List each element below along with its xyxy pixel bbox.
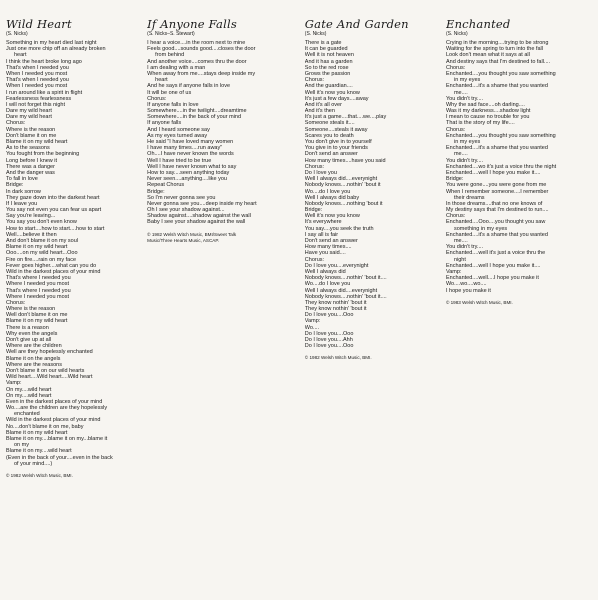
- lyric-line: How many times....have you said: [304, 157, 386, 164]
- lyric-line: Scares you to death: [304, 132, 354, 139]
- lyric-line: I have many times....run away": [147, 145, 223, 152]
- lyric-line: Never gonna see you....deep inside my heart: [147, 200, 257, 207]
- lyric-line: Enchanted....you thought you saw something: [445, 70, 556, 77]
- lyric-line: Don't give up at all: [6, 337, 52, 343]
- lyric-line: When away from me....stays deep inside my: [147, 70, 256, 77]
- lyric-line: You didn't try....: [445, 244, 484, 251]
- lyric-line: Look don't mean what it says at all: [445, 52, 530, 59]
- lyric-line: It's just a game....that....we....play: [304, 114, 387, 121]
- lyric-line: in my eyes: [453, 77, 481, 84]
- lyric-line: I run around like a spirit in flight: [6, 89, 83, 96]
- lyric-line: You don't give in to yourself: [304, 139, 372, 145]
- lyric-line: Wild heart....Wild heart....Wild heart: [6, 374, 93, 381]
- lyric-line: Well I always did: [304, 268, 346, 275]
- lyric-line: I mean to cause no trouble for you: [445, 114, 530, 121]
- lyric-line: You fought from the beginning: [6, 151, 80, 158]
- lyric-line: Chorus:: [304, 77, 325, 84]
- lyric-line: And it's all over: [304, 101, 342, 108]
- lyric-line: Oh....I have never known the words: [147, 151, 234, 158]
- lyric-line: Bridge:: [304, 207, 323, 214]
- lyric-line: Well I have never known what to say: [147, 163, 237, 170]
- song-column-gate-and-garden: [305, 18, 442, 600]
- lyric-line: So I'm never gonna see you: [147, 194, 216, 201]
- lyric-line: And the danger was: [6, 169, 55, 176]
- lyric-line: How to start....how to start....how to start: [6, 225, 105, 232]
- lyric-line: Blame it on my wild heart: [6, 429, 68, 436]
- lyric-line: Blame it on my wild heart: [6, 318, 68, 325]
- lyric-line: Vamp:: [304, 318, 321, 325]
- lyric-line: That's where I needed you: [6, 275, 71, 282]
- lyric-line: Bridge:: [445, 176, 464, 183]
- lyric-line: Where is the reason: [6, 306, 56, 313]
- lyric-line: Well don't blame it on me: [6, 312, 68, 319]
- lyric-line: Just one more chip off an already broken: [6, 46, 106, 53]
- lyric-line: Grows the passion: [304, 70, 351, 77]
- lyric-line: And destiny says that I'm destined to fall....: [445, 58, 551, 65]
- lyric-line: Someone steals it....: [304, 120, 355, 127]
- lyric-line: Have you said....: [304, 250, 346, 257]
- lyric-line: Chorus:: [445, 126, 466, 133]
- lyric-line: That's when I needed you: [6, 64, 69, 71]
- lyric-line: Bridge:: [147, 188, 165, 195]
- lyric-line: Do I love you: [304, 169, 337, 176]
- lyric-line: Fearlessness fearlessness: [6, 95, 72, 102]
- lyric-line: Vamp:: [6, 380, 22, 387]
- lyric-line: You didn't try....: [445, 95, 484, 102]
- lyric-line: My destiny says that I'm destined to run....: [445, 207, 549, 214]
- lyric-line: Never seen....anything....like you: [147, 176, 227, 183]
- lyric-line: Well I always did baby: [304, 194, 360, 201]
- lyric-line: If anyone falls in love: [147, 101, 199, 108]
- lyric-line: enchanted: [14, 411, 40, 418]
- lyric-line: No....don't blame it on me, baby: [6, 423, 84, 430]
- lyric-line: Enchanted....it's a shame that you wanted: [445, 145, 548, 152]
- lyric-line: I say all is fair: [304, 231, 339, 238]
- lyric-line: Nobody knows....nothin' 'bout it: [304, 182, 381, 189]
- lyric-line: I am dealing with a man: [147, 64, 206, 71]
- lyrics-lines: [6, 40, 143, 467]
- lyric-line: Enchanted....it's a shame that you wanted: [445, 231, 548, 238]
- songwriter-credit: (S. Nicks–S. Stewart): [147, 31, 195, 37]
- lyric-line: Enchanted....well I hope you make it....: [445, 169, 541, 176]
- lyric-line: Was it my darkness....shadow light: [445, 108, 531, 115]
- lyric-line: There is a gate: [304, 40, 342, 46]
- lyric-line: It can be guarded: [304, 46, 348, 53]
- lyric-line: Somewhere....in the back of your mind: [147, 114, 242, 121]
- copyright-notice: © 1982 Welsh Witch Music, BMI.: [304, 355, 372, 361]
- lyric-line: It's everywhere: [304, 219, 342, 226]
- lyric-line: Don't send an answer: [304, 151, 358, 158]
- lyric-line: Well I always did....everynight: [304, 176, 378, 183]
- lyric-line: When I needed you most: [6, 70, 68, 77]
- lyric-line: I hope you make it: [445, 287, 491, 294]
- lyric-line: Vamp:: [445, 268, 462, 275]
- lyric-line: something in my eyes: [453, 225, 508, 232]
- lyric-line: To fall in love: [6, 176, 38, 183]
- lyric-line: Where are the children: [6, 343, 62, 350]
- lyric-line: Enchanted....Ooo....you thought you saw: [445, 219, 546, 226]
- songwriter-credit: (S. Nicks): [304, 31, 327, 37]
- lyric-line: Dare my wild heart: [6, 114, 52, 121]
- lyric-line: When I needed you most: [6, 83, 68, 90]
- lyric-line: Chorus:: [445, 64, 466, 71]
- lyric-line: Oh I see your shadow against...: [147, 207, 225, 214]
- lyric-line: Say you're leaving...: [6, 213, 56, 220]
- lyric-line: Well it's now you know: [304, 89, 360, 96]
- lyric-line: Blame it on my wild heart: [6, 244, 68, 251]
- lyric-line: Wo....are the children are they hopelessly: [6, 405, 108, 412]
- lyric-line: Chorus:: [6, 299, 26, 306]
- lyric-line: Chorus:: [6, 120, 26, 127]
- lyrics-lines: [446, 40, 590, 294]
- lyric-line: It will be one of us: [147, 89, 192, 96]
- lyric-line: And it has a garden: [304, 58, 353, 65]
- lyric-line: on my: [14, 442, 29, 449]
- lyric-line: Fire on fire....rain on my face: [6, 256, 76, 263]
- song-column-if-anyone-falls: [147, 18, 301, 600]
- lyric-line: Nobody knows....nothing 'bout it: [304, 200, 383, 207]
- song-column-wild-heart: [6, 18, 143, 600]
- copyright-notice-line-2: Music/Three Hearts Music, ASCAP.: [147, 237, 220, 243]
- lyric-line: Wo....do I love you: [304, 188, 351, 195]
- lyric-line: Ooo....on my wild heart...Ooo: [6, 250, 78, 257]
- lyric-line: Do I love you....everynight: [304, 262, 369, 269]
- lyric-line: How many times....: [304, 244, 352, 251]
- lyric-line: Enchanted....you thought you saw something: [445, 132, 556, 139]
- lyric-line: Do I love you....Ahh: [304, 337, 353, 343]
- lyric-line: Well I have tried to be true: [147, 157, 212, 164]
- lyric-line: (Even in the back of your....even in the back: [6, 454, 113, 461]
- lyric-line: Baby I see your shadow against the wall: [147, 219, 246, 226]
- song-title: Gate And Garden: [304, 18, 409, 31]
- lyric-line: They know nothin' 'bout it: [304, 299, 367, 306]
- lyric-line: Chorus:: [445, 213, 466, 220]
- song-title: If Anyone Falls: [147, 18, 237, 31]
- lyric-line: In those dreams....that no one knows of: [445, 200, 543, 207]
- lyric-line: Blame it on my....wild heart: [6, 448, 72, 455]
- lyric-line: You say....you seek the truth: [304, 225, 374, 232]
- lyric-line: Somewhere....in the twilight....dreamtime: [147, 108, 247, 115]
- lyric-line: Bridge:: [6, 182, 24, 189]
- lyric-line: Don't blame it on me: [6, 132, 57, 139]
- lyric-line: And another voice....comes thru the door: [147, 58, 247, 65]
- lyric-line: Blame it on my wild heart: [6, 139, 68, 145]
- lyric-line: Do I love you....Ooo: [304, 343, 354, 350]
- lyric-line: Nobody knows....nothin' 'bout it....: [304, 293, 387, 300]
- lyric-line: Dare my wild heart: [6, 108, 52, 115]
- lyric-line: On my....wild heart: [6, 386, 52, 393]
- song-column-enchanted: [446, 18, 590, 600]
- copyright-notice: © 1982 Welsh Witch Music, BMI.: [6, 472, 73, 478]
- lyric-line: In dark sorrow: [6, 188, 41, 195]
- lyric-line: Chorus:: [304, 256, 325, 263]
- lyric-line: Why the sad face....oh darling....: [445, 101, 525, 108]
- lyric-line: And the guardian....: [304, 83, 353, 90]
- lyric-line: I hear a voice....in the room next to mine: [147, 40, 246, 46]
- lyric-line: Fever goes higher....what can you do: [6, 262, 97, 269]
- lyric-line: Wo....wo....wo....: [445, 281, 487, 288]
- lyric-line: me....: [453, 151, 468, 158]
- lyric-line: They know nothin' 'bout it: [304, 306, 367, 313]
- lyric-line: They gaze down into the darkest heart: [6, 194, 100, 201]
- lyric-line: I think the heart broke long ago: [6, 58, 82, 65]
- lyric-line: That's when I needed you: [6, 77, 69, 84]
- lyric-line: On my....wild heart: [6, 392, 52, 399]
- lyric-line: Where I needed you most: [6, 293, 69, 300]
- lyric-line: Someone....steals it away: [304, 126, 368, 133]
- lyric-line: me....: [453, 238, 468, 244]
- lyric-line: Well it is not heaven: [304, 52, 354, 59]
- lyric-line: Something in my heart died last night: [6, 40, 97, 46]
- lyric-line: Wild in the darkest places of your mind: [6, 268, 101, 275]
- lyric-line: Blame it on my....blame it on my...blame it: [6, 436, 108, 442]
- lyric-line: So to the red rose: [304, 64, 349, 71]
- lyric-line: Waiting for the spring to turn into the fall: [445, 46, 543, 53]
- lyric-line: Enchanted....well I hope you make it....: [445, 262, 541, 269]
- lyric-line: Well....believe it then: [6, 231, 57, 238]
- lyric-line: Where is the reason: [6, 126, 56, 133]
- lyric-line: And don't blame it on my soul: [6, 238, 78, 244]
- lyric-line: Nobody knows....nothin' 'bout it....: [304, 275, 387, 282]
- lyric-line: Well I always did....everynight: [304, 287, 378, 294]
- lyric-line: That's where I needed you: [6, 287, 71, 294]
- lyric-line: And I heard someone say: [147, 126, 210, 133]
- lyric-line: Where are the reasons: [6, 361, 62, 368]
- lyric-line: If I leave you: [6, 200, 38, 207]
- lyric-line: Why even the angels: [6, 330, 58, 337]
- lyric-line: Enchanted....well....I hope you make it: [445, 275, 539, 282]
- lyric-line: in my eyes: [453, 139, 481, 145]
- lyric-line: There is a reason: [6, 324, 49, 331]
- lyric-line: Don't blame it on our wild hearts: [6, 367, 85, 374]
- lyric-line: How to say....seen anything today: [147, 169, 230, 176]
- lyric-line: You say not even you can fear us apart: [6, 207, 102, 214]
- lyric-line: heart: [14, 52, 27, 59]
- lyric-line: Wo....do I love you: [304, 281, 351, 288]
- lyric-line: of your mind....): [14, 460, 53, 467]
- lyric-line: Well it's now you know: [304, 213, 360, 220]
- lyric-line: Wild in the darkest places of your mind: [6, 417, 101, 424]
- lyric-line: If anyone falls: [147, 120, 182, 127]
- lyrics-lines: [147, 40, 301, 226]
- songwriter-credit: (S. Nicks): [6, 31, 28, 37]
- lyric-line: their dreams: [453, 194, 485, 201]
- lyric-line: Enchanted....well it's just a voice thru the: [445, 250, 546, 257]
- lyric-line: heart: [155, 77, 168, 84]
- lyric-line: Don't send an answer: [304, 238, 358, 244]
- songwriter-credit: (S. Nicks): [445, 31, 468, 37]
- lyric-line: Crying in the morning....trying to be strong: [445, 40, 549, 46]
- lyric-line: Long before I knew it: [6, 157, 58, 164]
- lyric-line: night: [453, 256, 466, 263]
- lyric-line: Do I love you....Ooo: [304, 312, 354, 319]
- lyric-line: You give in to your friends: [304, 145, 368, 152]
- lyric-line: from behind: [155, 52, 185, 59]
- lyric-line: You didn't try....: [445, 157, 484, 164]
- lyric-line: Repeat Chorus: [147, 182, 185, 189]
- lyric-line: That is the story of my life....: [445, 120, 515, 127]
- lyric-line: Even in the darkest places of your mind: [6, 398, 103, 405]
- lyric-line: Wo....: [304, 324, 320, 331]
- lyrics-lines: [305, 40, 442, 349]
- lyric-line: Chorus:: [147, 95, 167, 102]
- lyric-line: Well are they hopelessly enchanted: [6, 349, 93, 356]
- lyric-line: When I remember someone....I remember: [445, 188, 549, 195]
- lyric-line: me....: [453, 89, 468, 96]
- lyric-line: It's just a few days....away: [304, 95, 369, 102]
- copyright-notice: © 1982 Welsh Witch Music, BMI/Sweet Talk: [147, 231, 237, 237]
- lyric-line: And it's then: [304, 108, 335, 115]
- lyric-line: Blame it on the angels: [6, 355, 61, 362]
- lyric-line: Enchanted....wo it's just a voice thru the night: [445, 163, 557, 170]
- lyric-line: Where I needed you most: [6, 281, 69, 288]
- lyric-line: Chorus:: [304, 163, 325, 170]
- lyric-line: Do I love you....Ooo: [304, 330, 354, 337]
- lyric-line: Enchanted....it's a shame that you wanted: [445, 83, 548, 90]
- lyric-line: There was a danger: [6, 163, 55, 170]
- copyright-notice: © 1983 Welsh Witch Music, BMI.: [445, 299, 513, 305]
- lyric-line: He said "I have loved many women: [147, 139, 234, 145]
- song-title: Enchanted: [445, 18, 511, 31]
- lyric-line: As my eyes turned away: [147, 132, 208, 139]
- lyric-line: You say you don't even know: [6, 219, 77, 226]
- lyric-line: I will not forget this night: [6, 101, 66, 108]
- song-title: Wild Heart: [6, 18, 72, 31]
- lyric-line: Shadow against....shadow against the wall: [147, 213, 251, 220]
- lyric-line: Feels good....sounds good....closes the door: [147, 46, 256, 53]
- lyric-line: As to the seasons: [6, 145, 50, 152]
- lyric-line: You were gone....you were gone from me: [445, 182, 547, 189]
- lyric-line: And he says if anyone falls in love: [147, 83, 231, 90]
